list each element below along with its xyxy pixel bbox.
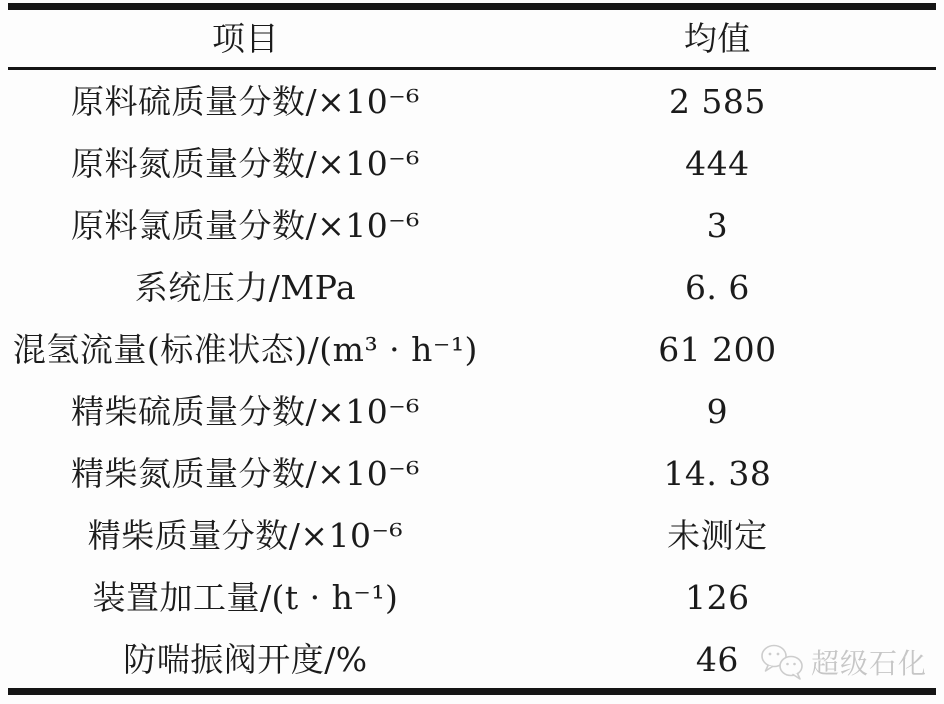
item-cell: 原料硫质量分数/×10⁻⁶ (70, 81, 420, 121)
value-cell: 3 (706, 205, 729, 245)
value-cell: 444 (685, 143, 750, 183)
table-row (0, 256, 944, 318)
table-row (0, 70, 944, 132)
table-row (0, 380, 944, 442)
table-row (0, 132, 944, 194)
header-value-label: 均值 (683, 19, 751, 58)
table-row (0, 318, 944, 380)
item-cell: 混氢流量(标准状态)/(m³ · h⁻¹) (12, 329, 478, 369)
watermark-label: 超级石化 (811, 647, 928, 680)
table-header-row (0, 10, 944, 67)
value-cell: 126 (685, 577, 750, 617)
item-cell: 精柴质量分数/×10⁻⁶ (87, 515, 404, 555)
table-row (0, 194, 944, 256)
item-cell: 原料氮质量分数/×10⁻⁶ (70, 143, 420, 183)
watermark (760, 641, 927, 683)
wechat-logo-icon (760, 643, 806, 681)
value-cell: 6. 6 (684, 267, 750, 307)
value-cell: 2 585 (668, 81, 766, 121)
value-cell: 61 200 (658, 329, 777, 369)
item-cell: 系统压力/MPa (134, 267, 357, 307)
table-bottom-rule (8, 688, 936, 695)
table-row (0, 442, 944, 504)
table-top-rule (8, 3, 936, 10)
table-row (0, 566, 944, 628)
value-cell: 46 (695, 639, 739, 679)
item-cell: 防喘振阀开度/% (123, 639, 368, 679)
value-cell: 未测定 (667, 515, 768, 555)
item-cell: 精柴氮质量分数/×10⁻⁶ (70, 453, 420, 493)
value-cell: 14. 38 (663, 453, 772, 493)
value-cell: 9 (706, 391, 729, 431)
table-row (0, 504, 944, 566)
header-item-label: 项目 (211, 19, 279, 58)
table-body (0, 70, 944, 690)
item-cell: 装置加工量/(t · h⁻¹) (92, 577, 399, 617)
item-cell: 精柴硫质量分数/×10⁻⁶ (70, 391, 420, 431)
item-cell: 原料氯质量分数/×10⁻⁶ (70, 205, 420, 245)
